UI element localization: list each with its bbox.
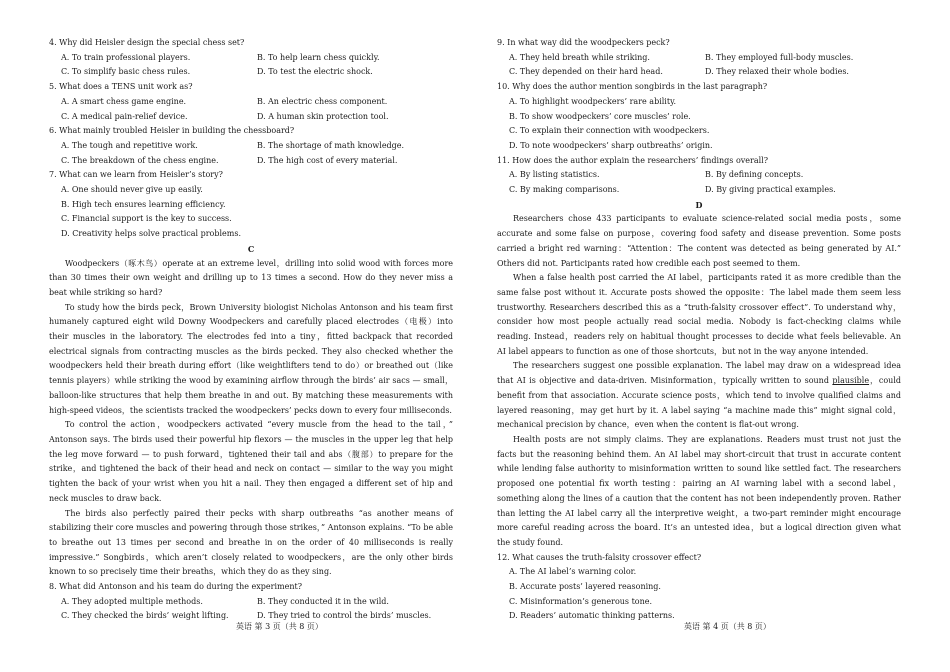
question-5-stem: 5. What does a TENS unit work as?	[49, 82, 193, 92]
passage-c-paragraph-3: To control the action，woodpeckers activated “every muscle from the head to the tail，” Antonson says. The birds used their powerful hip flexors — the muscles in the upper leg that help the leg move forward — to push forward，tightened their tail and abs（腹部）to prepare for the strike，and tightened the back of their head and neck on contact — similar to the way you might tighten the back of your wrist when you hit a nail. They then engaged a different set of hip and neck muscles to draw back.	[49, 420, 453, 503]
option-d[interactable]: D. To test the electric shock.	[257, 67, 373, 77]
question-11-options	[497, 168, 901, 197]
question-9-stem: 9. In what way did the woodpeckers peck?	[497, 38, 670, 47]
passage-d-paragraph-3	[497, 359, 901, 433]
passage-c-paragraph-4: The birds also perfectly paired their pecks with sharp outbreaths “as another means of stabilizing their core muscles and powering through those strikes，” Antonson explains. “To be able to breathe out 13 times per second and breathe in on the order of 40 milliseconds is really impressive.” Songbirds，which aren’t closely related to woodpeckers，are the only other birds known to so precisely time their breaths，which they do as they sing.	[49, 508, 453, 577]
option-b[interactable]: B. An electric chess component.	[257, 96, 388, 106]
option-a[interactable]: A. They held breath while striking.	[509, 52, 650, 62]
option-b[interactable]: B. They conducted it in the wild.	[257, 596, 389, 606]
option-a[interactable]: A. The AI label’s warning color.	[509, 567, 637, 577]
page-3-column	[49, 36, 453, 624]
option-d[interactable]: D. They relaxed their whole bodies.	[705, 67, 849, 77]
question-6-stem: 6. What mainly troubled Heisler in building the chessboard?	[49, 126, 295, 136]
option-a[interactable]: A. To train professional players.	[61, 52, 191, 62]
section-c-heading: C	[247, 243, 255, 254]
option-c[interactable]: C. By making comparisons.	[509, 185, 620, 195]
option-b[interactable]: B. Accurate posts’ layered reasoning.	[509, 582, 661, 592]
question-8-stem: 8. What did Antonson and his team do during the experiment?	[49, 582, 303, 592]
option-c[interactable]: C. They depended on their hard head.	[509, 67, 663, 77]
question-9-options	[497, 51, 901, 80]
option-b[interactable]: B. High tech ensures learning efficiency.	[61, 199, 226, 209]
underlined-word: plausible	[832, 376, 870, 386]
option-d[interactable]: D. They tried to control the birds’ muscles.	[257, 611, 432, 621]
question-10-stem: 10. Why does the author mention songbirds in the last paragraph?	[497, 82, 768, 92]
passage-d-paragraph-1: Researchers chose 433 participants to evaluate science-related social media posts，some accurate and some false on purpose，covering food safety and disease prevention. Some posts carried a bright red warning：“Attention：The content was detected as being generated by AI.” Others did not. Participants rated how credible each post seemed to them.	[497, 214, 901, 268]
question-12-stem: 12. What causes the truth-falsity crossover effect?	[497, 552, 702, 562]
page-4-column	[497, 36, 901, 624]
option-d[interactable]: D. To note woodpeckers’ sharp outbreaths’ origin.	[509, 140, 713, 150]
question-10-options	[497, 95, 901, 154]
question-6-options	[49, 139, 453, 168]
option-d[interactable]: D. Creativity helps solve practical problems.	[61, 229, 242, 239]
page-3-footer: 英语 第 3 页（共 8 页）	[236, 622, 323, 631]
option-c[interactable]: C. To simplify basic chess rules.	[61, 67, 191, 77]
question-4-options	[49, 51, 453, 80]
section-d-heading: D	[695, 199, 703, 210]
option-d[interactable]: D. A human skin protection tool.	[257, 111, 389, 121]
passage-c-paragraph-1: Woodpeckers（啄木鸟）operate at an extreme level，drilling into solid wood with forces more than 30 times their own weight and drilling up to 13 times a second. How do they never miss a beat while striking so hard?	[49, 258, 453, 297]
option-c[interactable]: C. Financial support is the key to success.	[61, 214, 232, 224]
option-a[interactable]: A. By listing statistics.	[509, 170, 600, 180]
paragraph-text: ，could benefit from that association. Accurate science posts，which tend to involve qualified claims and layered reasoning，may get hurt by it. A label saying “a machine made this” might signal cold，mechanical precision by chance，even when the content is flat-out wrong.	[497, 376, 902, 430]
option-b[interactable]: B. To help learn chess quickly.	[257, 52, 380, 62]
question-5-options	[49, 95, 453, 124]
paragraph-text: The researchers suggest one possible explanation. The label may draw on a widespread idea that AI is objective and data-driven. Misinformation，typically written to sound	[497, 361, 901, 386]
option-a[interactable]: A. They adopted multiple methods.	[61, 596, 203, 606]
passage-c-paragraph-2: To study how the birds peck，Brown University biologist Nicholas Antonson and his team first humanely captured eight wild Downy Woodpeckers and carefully placed electrodes（电极）into their muscles in the laboratory. The electrodes fed into a tiny，fitted backpack that recorded electrical signals from contracting muscles as the birds pecked. They also checked whether the woodpeckers held their breath during effort（like weightlifters tend to do）or breathed out（like tennis players）while striking the wood by examining airflow through the birds’ air sacs — small，balloon-like structures that help them breathe in and out. By matching these measurements with high-speed videos，the scientists tracked the woodpeckers’ pecks down to every four milliseconds.	[49, 302, 453, 415]
option-b[interactable]: B. The shortage of math knowledge.	[257, 140, 405, 150]
option-a[interactable]: A. To highlight woodpeckers’ rare ability.	[509, 96, 677, 106]
option-d[interactable]: D. The high cost of every material.	[257, 155, 398, 165]
option-c[interactable]: C. They checked the birds’ weight lifting.	[61, 611, 229, 621]
option-d[interactable]: D. Readers’ automatic thinking patterns.	[509, 611, 675, 621]
passage-d-paragraph-2: When a false health post carried the AI label，participants rated it as more credible than the same false post without it. Accurate posts showed the opposite：The label made them seem less trustworthy. Researchers described this as a “truth-falsity crossover effect”. To understand why，consider how most people actually read social media. Nobody is fact-checking claims while reading. Instead，readers rely on habitual thought processes to decide what feels believable. An AI label appears to function as one of those shortcuts，but not in the way anyone intended.	[497, 273, 901, 356]
option-c[interactable]: C. To explain their connection with woodpeckers.	[509, 126, 710, 136]
passage-d-paragraph-4: Health posts are not simply claims. They are explanations. Readers must trust not just the facts but the reasoning behind them. An AI label may short-circuit that trust in accurate content while lending false authority to misinformation written to sound like settled fact. The researchers proposed one potential fix worth testing：pairing an AI warning label with a second label，something along the lines of a caution that the content has not been independently proven. Rather than letting the AI label carry all the interpretive weight，a two-part reminder might encourage more careful reading across the board. It’s an untested idea，but a logical direction given what the study found.	[497, 434, 901, 547]
question-12-options	[497, 565, 901, 624]
option-a[interactable]: A. A smart chess game engine.	[61, 96, 187, 106]
option-a[interactable]: A. The tough and repetitive work.	[61, 140, 198, 150]
question-4-stem: 4. Why did Heisler design the special chess set?	[49, 38, 245, 47]
option-b[interactable]: B. To show woodpeckers’ core muscles’ role.	[509, 111, 691, 121]
option-a[interactable]: A. One should never give up easily.	[61, 185, 203, 195]
page-4-footer: 英语 第 4 页（共 8 页）	[684, 622, 771, 631]
question-7-options	[49, 183, 453, 242]
option-c[interactable]: C. Misinformation’s generous tone.	[509, 596, 653, 606]
option-c[interactable]: C. A medical pain-relief device.	[61, 111, 188, 121]
option-d[interactable]: D. By giving practical examples.	[705, 185, 836, 195]
question-8-options	[49, 595, 453, 624]
question-11-stem: 11. How does the author explain the researchers’ findings overall?	[497, 155, 769, 165]
option-b[interactable]: B. They employed full-body muscles.	[705, 52, 854, 62]
option-b[interactable]: B. By defining concepts.	[705, 170, 804, 180]
option-c[interactable]: C. The breakdown of the chess engine.	[61, 155, 219, 165]
question-7-stem: 7. What can we learn from Heisler’s story?	[49, 170, 223, 180]
